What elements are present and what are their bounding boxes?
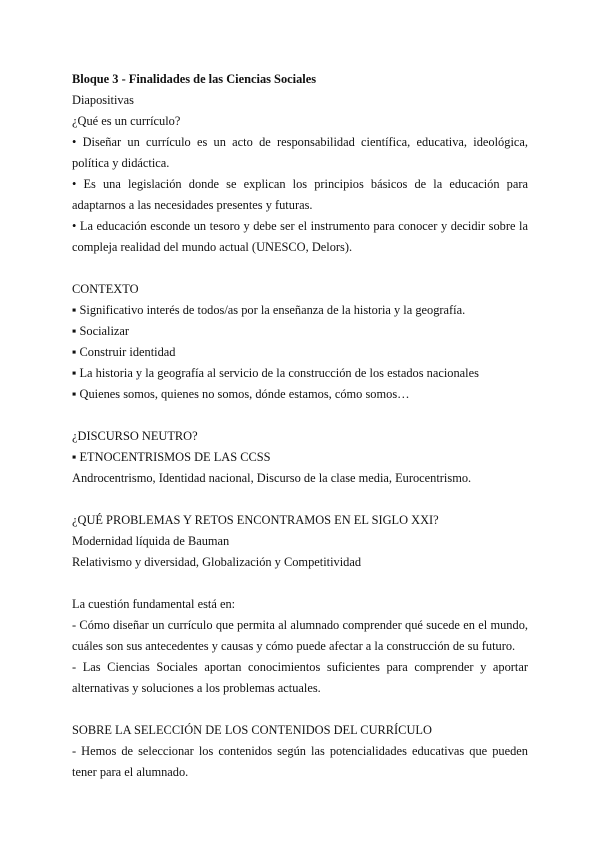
- spacer: [72, 573, 528, 594]
- curriculum-point: • Diseñar un currículo es un acto de responsabilidad científica, educativa, ideológica, política y didáctica.: [72, 135, 528, 170]
- spacer: [72, 405, 528, 426]
- spacer: [72, 489, 528, 510]
- document-subtitle: Diapositivas: [72, 93, 134, 107]
- problems-line: Relativismo y diversidad, Globalización y Competitividad: [72, 555, 362, 569]
- problems-heading: ¿QUÉ PROBLEMAS Y RETOS ENCONTRAMOS EN EL SIGLO XXI?: [72, 513, 439, 527]
- curriculum-point: • Es una legislación donde se explican los principios básicos de la educación para adaptarnos a las necesidades presentes y futuras.: [72, 177, 528, 212]
- ethnocentrism-list: Androcentrismo, Identidad nacional, Discurso de la clase media, Eurocentrismo.: [72, 471, 472, 485]
- curriculum-point: • La educación esconde un tesoro y debe ser el instrumento para conocer y decidir sobre la compleja realidad del mundo actual (UNESCO, Delors).: [72, 219, 528, 254]
- context-heading: CONTEXTO: [72, 282, 139, 296]
- key-point: - Cómo diseñar un currículo que permita al alumnado comprender qué sucede en el mundo, cuáles son sus antecedentes y causas y cómo puede afectar a la construcción de su futuro.: [72, 618, 528, 653]
- selection-heading: SOBRE LA SELECCIÓN DE LOS CONTENIDOS DEL CURRÍCULO: [72, 723, 432, 737]
- key-point: - Las Ciencias Sociales aportan conocimientos suficientes para comprender y aportar alternativas y soluciones a los problemas actuales.: [72, 660, 528, 695]
- context-point: ▪ Significativo interés de todos/as por la enseñanza de la historia y la geografía.: [72, 303, 466, 317]
- context-point: ▪ La historia y la geografía al servicio de la construcción de los estados nacionales: [72, 366, 479, 380]
- context-point: ▪ Quienes somos, quienes no somos, dónde estamos, cómo somos…: [72, 387, 410, 401]
- spacer: [72, 258, 528, 279]
- ethnocentrism-heading: ▪ ETNOCENTRISMOS DE LAS CCSS: [72, 450, 271, 464]
- spacer: [72, 699, 528, 720]
- neutral-discourse-heading: ¿DISCURSO NEUTRO?: [72, 429, 198, 443]
- document-page: [72, 69, 528, 783]
- key-question-intro: La cuestión fundamental está en:: [72, 597, 236, 611]
- selection-point: - Hemos de seleccionar los contenidos según las potencialidades educativas que pueden tener para el alumnado.: [72, 744, 528, 779]
- problems-line: Modernidad líquida de Bauman: [72, 534, 230, 548]
- context-point: ▪ Socializar: [72, 324, 130, 338]
- document-title: Bloque 3 - Finalidades de las Ciencias Sociales: [72, 72, 317, 86]
- curriculum-question: ¿Qué es un currículo?: [72, 114, 181, 128]
- context-point: ▪ Construir identidad: [72, 345, 176, 359]
